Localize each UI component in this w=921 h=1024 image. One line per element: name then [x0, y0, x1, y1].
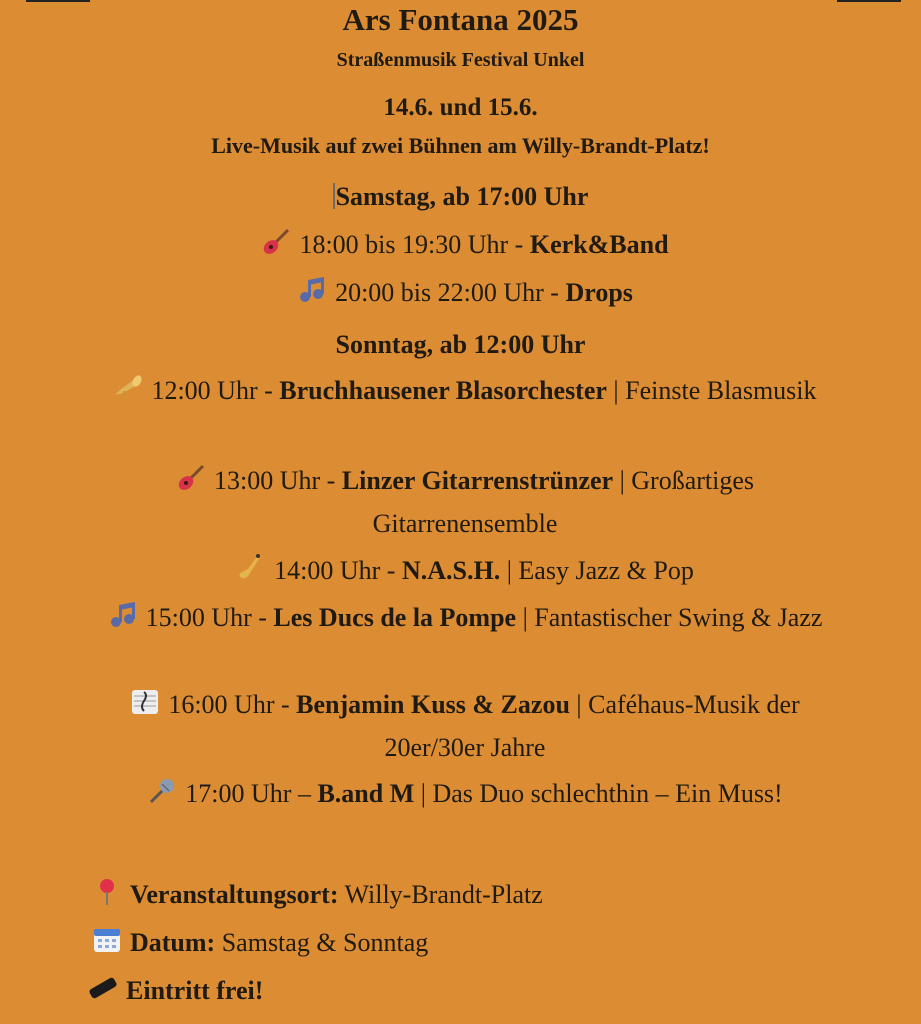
entry-act: Bruchhausener Blasorchester	[279, 376, 607, 405]
entry-time: 14:00 Uhr -	[274, 556, 402, 585]
entry-time: 12:00 Uhr -	[151, 376, 280, 405]
music-notes-icon	[108, 600, 138, 630]
schedule-entry	[100, 369, 830, 412]
entry-time: 13:00 Uhr -	[213, 466, 342, 495]
schedule-entry	[100, 223, 830, 266]
guitar-icon	[261, 227, 291, 257]
ticket-icon	[88, 973, 118, 1003]
musical-score-icon	[130, 687, 160, 717]
date-label: Datum:	[130, 928, 216, 957]
entry-act: Linzer Gitarrenstrünzer	[341, 466, 614, 495]
entry-act: Benjamin Kuss & Zazou	[296, 690, 570, 719]
entry-time: 20:00 bis 22:00 Uhr -	[335, 278, 566, 307]
entry-act: N.A.S.H.	[401, 556, 501, 585]
location-value: Willy-Brandt-Platz	[338, 880, 543, 909]
admission-line	[88, 973, 263, 1006]
trumpet-icon	[113, 373, 143, 403]
guitar-icon	[176, 463, 206, 493]
microphone-icon	[147, 776, 177, 806]
sunday-heading: Sonntag, ab 12:00 Uhr	[335, 330, 586, 359]
calendar-icon	[92, 925, 122, 955]
saturday-heading	[0, 182, 921, 212]
schedule-entry	[100, 683, 830, 769]
entry-description: | Easy Jazz & Pop	[500, 556, 694, 585]
entry-act: B.and M	[317, 779, 415, 808]
entry-time: 17:00 Uhr –	[185, 779, 318, 808]
schedule-entry	[100, 549, 830, 592]
entry-description: | Fantastischer Swing & Jazz	[516, 603, 823, 632]
schedule-entry	[100, 271, 830, 314]
location-line	[92, 877, 543, 910]
entry-description: | Caféhaus-Musik der 20er/30er Jahre	[384, 690, 800, 762]
admission-text: Eintritt frei!	[126, 976, 264, 1005]
entry-act: Les Ducs de la Pompe	[273, 603, 517, 632]
entry-description: | Das Duo schlechthin – Ein Muss!	[414, 779, 783, 808]
location-label: Veranstaltungsort:	[130, 880, 339, 909]
schedule-entry	[100, 596, 830, 639]
text-cursor	[333, 183, 335, 209]
event-tagline: Live-Musik auf zwei Bühnen am Willy-Brandt-Platz!	[211, 133, 710, 158]
schedule-entry	[100, 459, 830, 545]
date-value: Samstag & Sonntag	[215, 928, 429, 957]
event-title: Ars Fontana 2025	[342, 2, 579, 37]
entry-description: | Großartiges Gitarrenensemble	[372, 466, 755, 538]
event-subtitle: Straßenmusik Festival Unkel	[336, 49, 585, 71]
saturday-heading-text: Samstag, ab 17:00 Uhr	[335, 182, 589, 211]
entry-act: Drops	[565, 278, 633, 307]
entry-time: 16:00 Uhr -	[168, 690, 297, 719]
music-notes-icon	[297, 275, 327, 305]
entry-time: 15:00 Uhr -	[145, 603, 274, 632]
entry-description: | Feinste Blasmusik	[606, 376, 817, 405]
schedule-entry	[100, 772, 830, 815]
saxophone-icon	[236, 553, 266, 583]
location-pin-icon	[92, 877, 122, 907]
entry-act: Kerk&Band	[529, 230, 669, 259]
entry-time: 18:00 bis 19:30 Uhr -	[299, 230, 530, 259]
date-line	[92, 925, 428, 958]
event-dates: 14.6. und 15.6.	[383, 94, 538, 121]
